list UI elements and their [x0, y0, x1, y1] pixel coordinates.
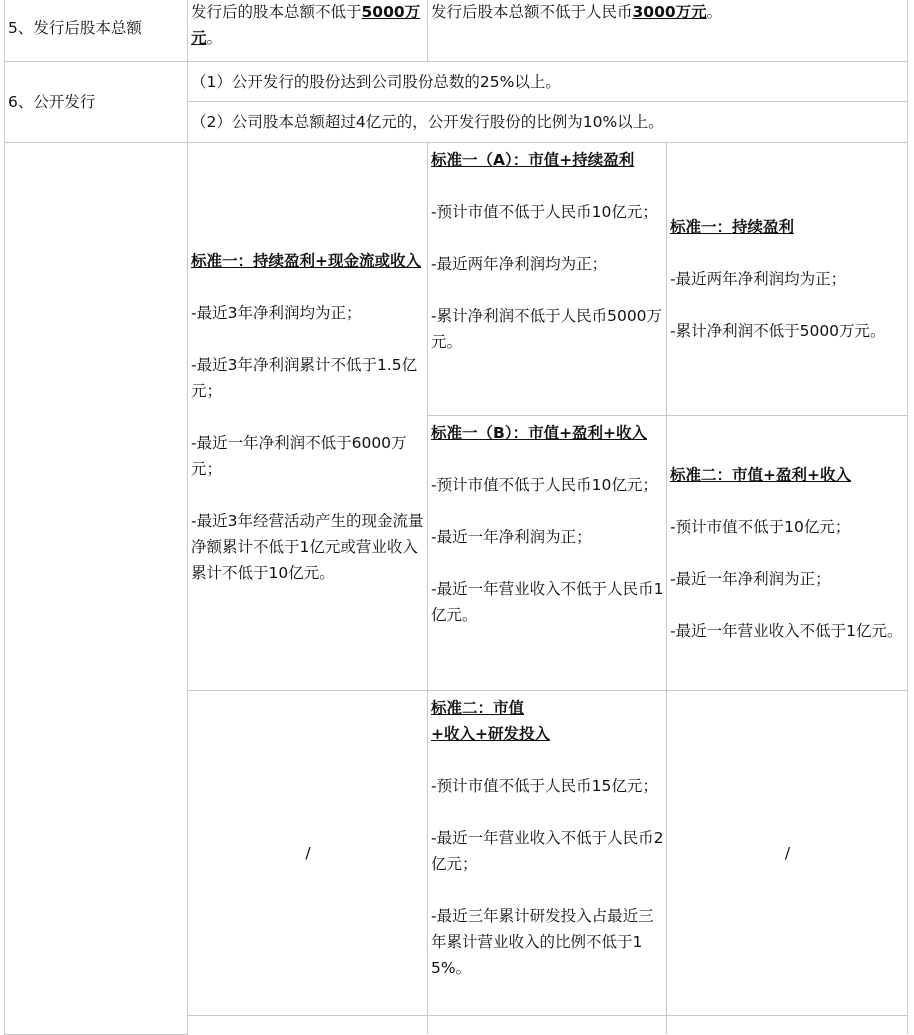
listing-requirements-table [4, 0, 908, 1035]
list-item: -预计市值不低于人民币10亿元； [431, 476, 658, 494]
table-tail-cell [667, 1016, 908, 1035]
list-item: -最近三年累计研发投入占最近三年累计营业收入的比例不低于15%。 [431, 907, 654, 977]
list-item: -最近一年净利润为正； [431, 528, 592, 546]
share-capital-col-a-end: 。 [206, 29, 223, 47]
list-item: -累计净利润不低于人民币5000万元。 [431, 307, 663, 351]
share-capital-col-a [188, 0, 428, 62]
row-label-share-capital: 5、发行后股本总额 [5, 0, 188, 62]
chinext-standard-3-empty: / [667, 691, 908, 1016]
list-item: -最近3年净利润累计不低于1.5亿元； [191, 355, 418, 400]
standard-2-title-line2: +收入+研发投入 [431, 725, 550, 743]
row-financial-standards-1 [5, 143, 908, 416]
chinext-standard-1 [667, 143, 908, 416]
main-board-standard-2-empty: / [188, 691, 428, 1016]
share-capital-col-b-end: 。 [706, 3, 723, 21]
standard-1a-title: 标准一（A）：市值+持续盈利 [431, 151, 635, 169]
standard-1b [428, 416, 667, 691]
share-capital-col-b-amount: 3000万元 [632, 3, 707, 21]
row-label-financial-standards [5, 143, 188, 1035]
list-item: -累计净利润不低于5000万元。 [670, 322, 886, 340]
chinext-standard-2 [667, 416, 908, 691]
row-label-public-offering: 6、公开发行 [5, 62, 188, 143]
share-capital-col-a-text: 发行后的股本总额不低于 [191, 3, 362, 21]
share-capital-col-a-amount: 5000万元 [191, 3, 421, 47]
list-item: -最近一年营业收入不低于1亿元。 [670, 622, 903, 640]
share-capital-col-b-text: 发行后股本总额不低于人民币 [431, 3, 633, 21]
standard-2-title-line1: 标准二：市值 [431, 699, 525, 717]
standard-1b-title: 标准一（B）：市值+盈利+收入 [431, 424, 648, 442]
chinext-standard-2-title: 标准二：市值+盈利+收入 [670, 466, 851, 484]
share-capital-col-b [428, 0, 908, 62]
list-item: -最近一年营业收入不低于人民币2亿元； [431, 829, 664, 873]
chinext-standard-1-title: 标准一：持续盈利 [670, 218, 795, 236]
standard-2-title [431, 695, 664, 747]
list-item: -最近一年营业收入不低于人民币1亿元。 [431, 580, 664, 624]
main-board-standard-1 [188, 143, 428, 691]
list-item: -最近一年净利润不低于6000万元； [191, 433, 407, 478]
public-offering-condition-2: （2）公司股本总额超过4亿元的，公开发行股份的比例为10%以上。 [188, 102, 908, 143]
row-share-capital [5, 0, 908, 62]
list-item: -最近一年净利润为正； [670, 570, 831, 588]
list-item: -最近两年净利润均为正； [431, 255, 608, 273]
list-item: -预计市值不低于10亿元； [670, 518, 851, 536]
main-board-standard-1-title: 标准一：持续盈利+现金流或收入 [191, 251, 421, 270]
list-item: -最近3年经营活动产生的现金流量净额累计不低于1亿元或营业收入累计不低于10亿元。 [191, 511, 424, 582]
list-item: -最近两年净利润均为正； [670, 270, 847, 288]
list-item: -预计市值不低于人民币15亿元； [431, 777, 658, 795]
standard-2 [428, 691, 667, 1016]
standard-1a [428, 143, 667, 416]
list-item: -预计市值不低于人民币10亿元； [431, 203, 658, 221]
row-public-offering-1 [5, 62, 908, 102]
table-tail-cell [188, 1016, 428, 1035]
list-item: -最近3年净利润均为正； [191, 303, 362, 322]
table-tail-cell [428, 1016, 667, 1035]
public-offering-condition-1: （1）公开发行的股份达到公司股份总数的25%以上。 [188, 62, 908, 102]
